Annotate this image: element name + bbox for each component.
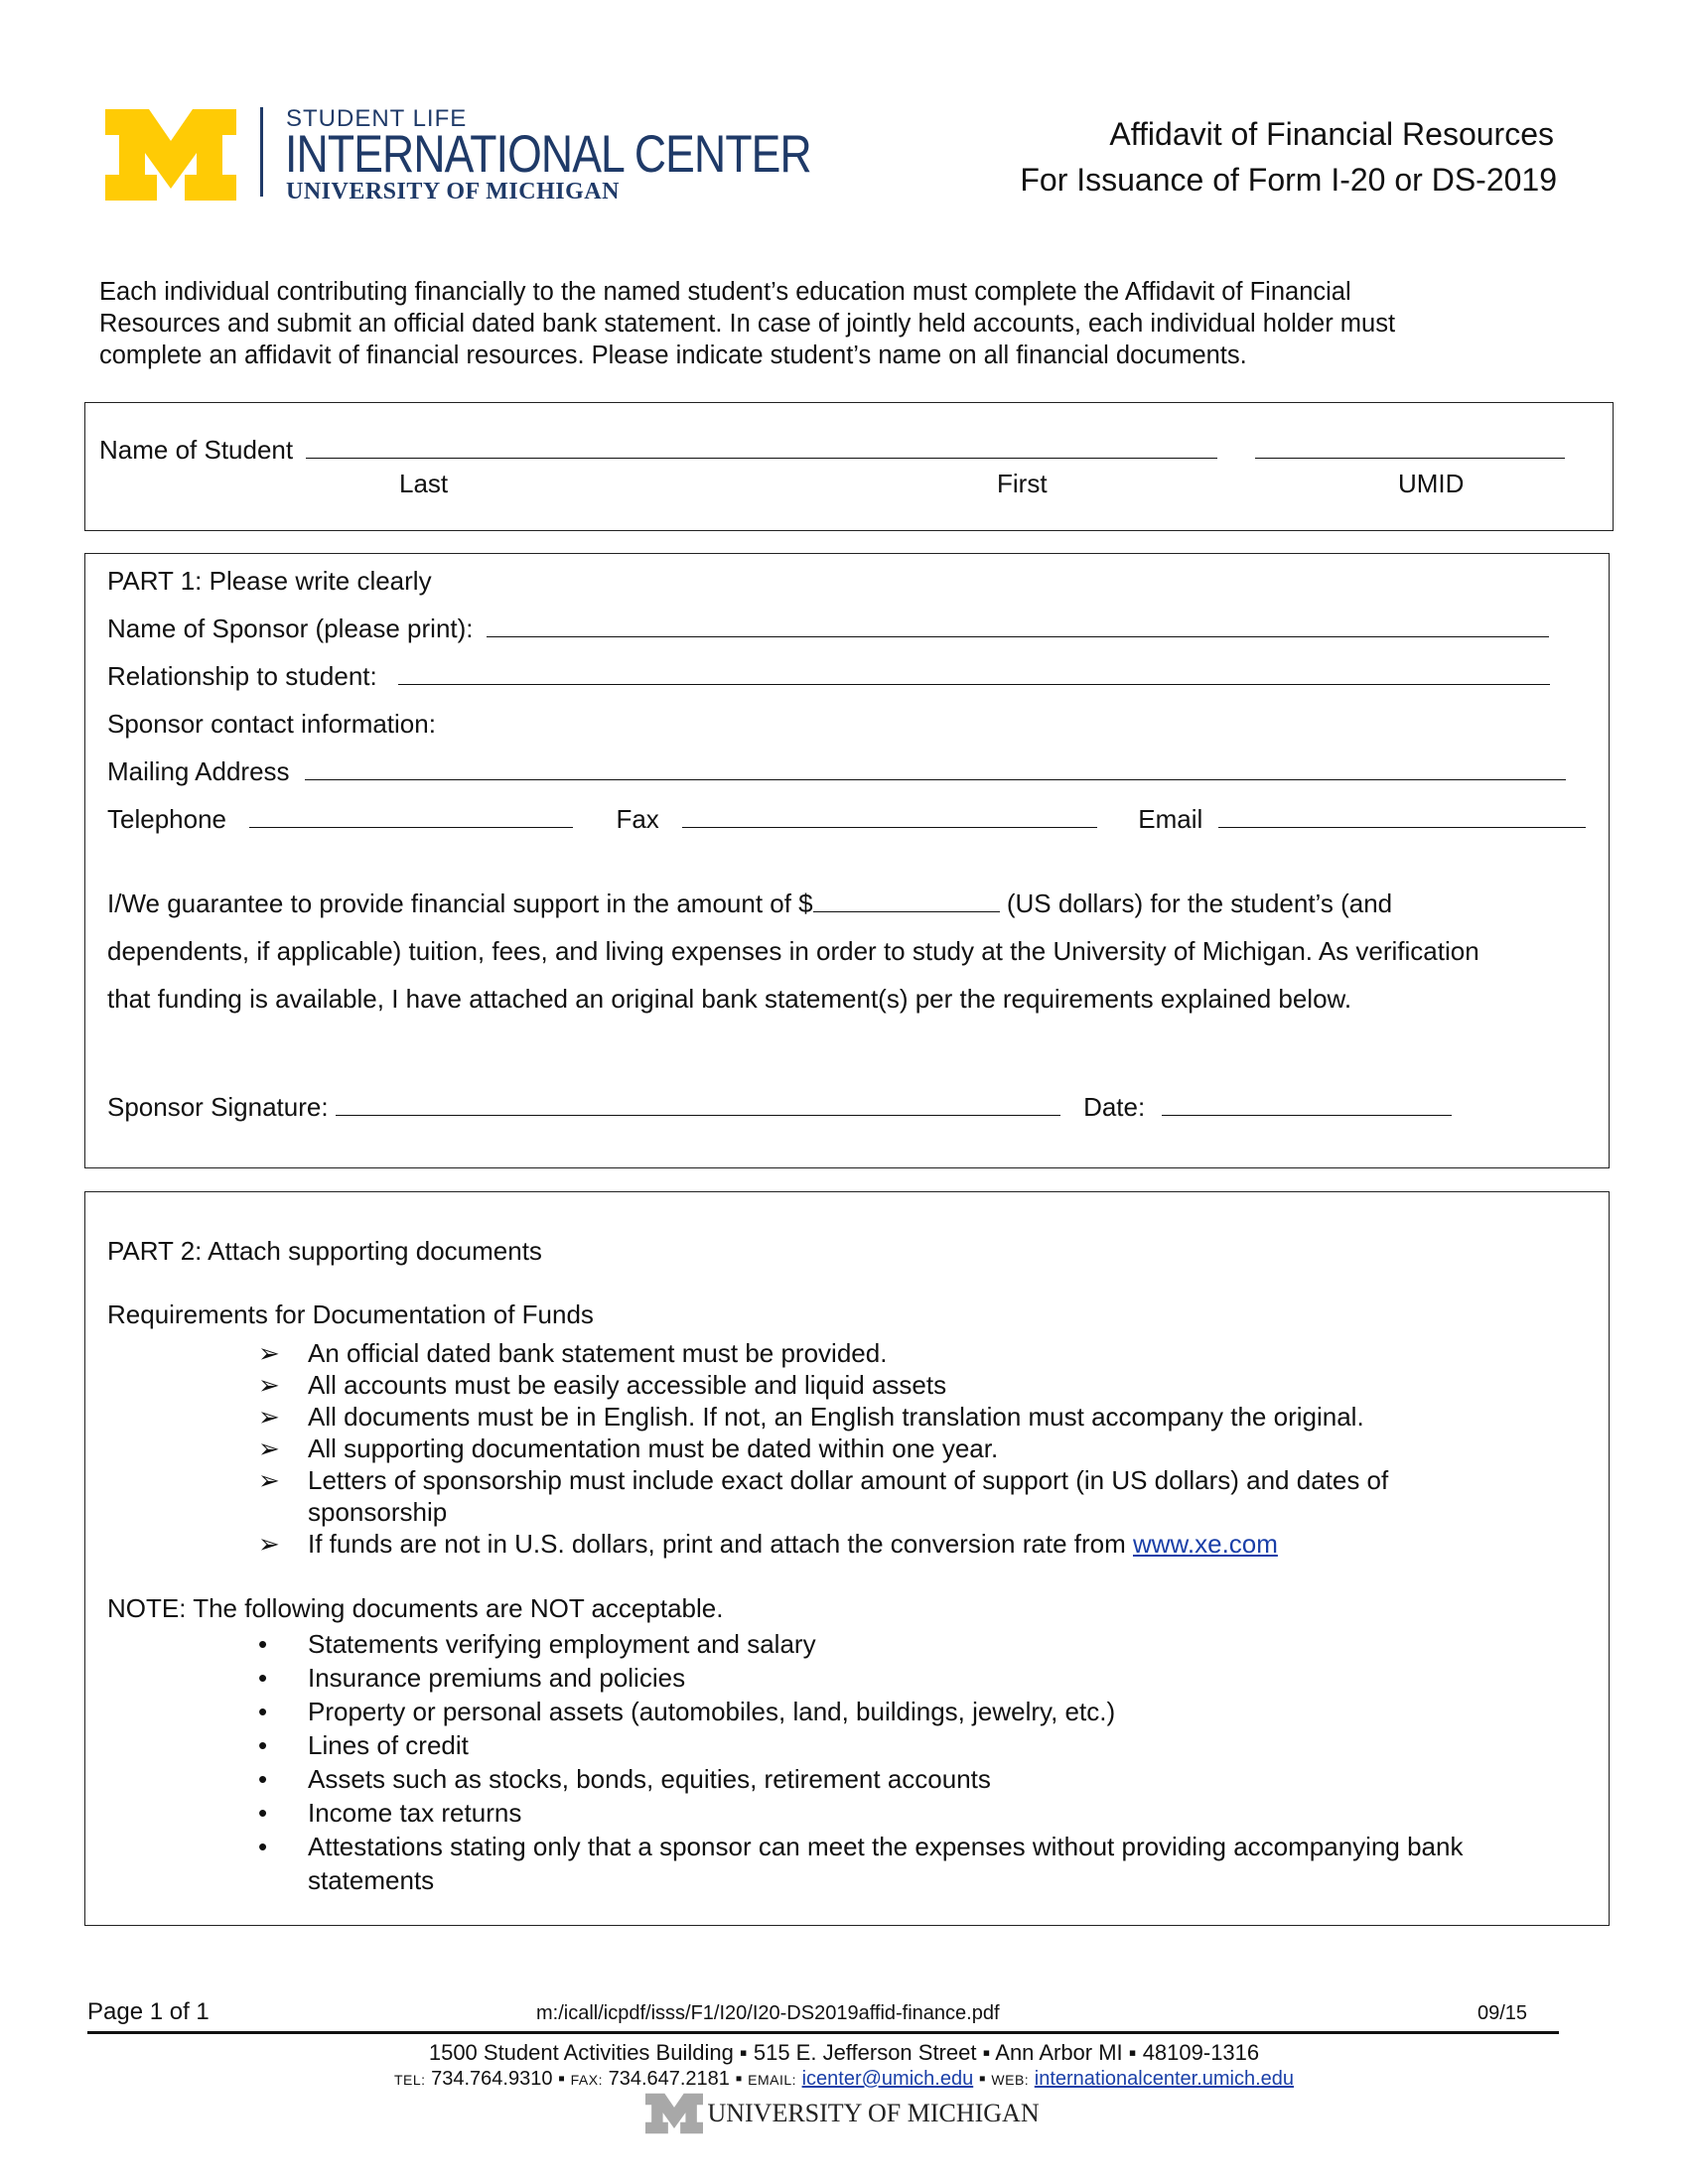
intro-paragraph: [99, 276, 1589, 371]
sponsor-name-row: [107, 614, 1549, 644]
list-item: ➢ Letters of sponsorship must include exact dollar amount of support (in US dollars) and dates of: [258, 1465, 1389, 1495]
intro-line: Each individual contributing financially to the named student’s education must complete the Affidavit of Financial: [99, 278, 1351, 306]
block-m-logo: [105, 109, 236, 201]
intro-line: complete an affidavit of financial resources. Please indicate student’s name on all financial documents.: [99, 341, 1247, 369]
page-title: Affidavit of Financial Resources: [1109, 116, 1554, 152]
separator: ▪: [973, 2068, 992, 2090]
xe-link[interactable]: www.xe.com: [1132, 1529, 1278, 1559]
logo-university: UNIVERSITY OF MICHIGAN: [286, 179, 620, 205]
arrow-bullet-icon: ➢: [258, 1529, 280, 1559]
list-item-continuation: statements: [308, 1865, 435, 1895]
web-link[interactable]: internationalcenter.umich.edu: [1034, 2068, 1295, 2090]
mailing-address-row: [107, 756, 1566, 787]
list-item: • Statements verifying employment and salary: [258, 1629, 816, 1659]
logo-student-life: STUDENT LIFE: [286, 105, 468, 132]
arrow-bullet-icon: ➢: [258, 1402, 280, 1432]
sponsor-name-label: Name of Sponsor (please print):: [107, 614, 474, 643]
page-subtitle: For Issuance of Form I-20 or DS-2019: [1020, 162, 1557, 198]
list-item: • Assets such as stocks, bonds, equities, retirement accounts: [258, 1764, 991, 1794]
dot-bullet-icon: •: [258, 1832, 268, 1861]
signature-field[interactable]: [336, 1095, 1060, 1116]
dot-bullet-icon: •: [258, 1764, 268, 1794]
logo-divider: [260, 107, 263, 197]
list-item: • Income tax returns: [258, 1798, 522, 1828]
not-acceptable-list: [107, 1627, 1597, 1897]
arrow-bullet-icon: ➢: [258, 1370, 280, 1400]
footer-address: 1500 Student Activities Building ▪ 515 E. Jefferson Street ▪ Ann Arbor MI ▪ 48109-1316: [428, 2040, 1260, 2065]
footer-divider: [87, 2031, 1559, 2034]
revision-date: 09/15: [1477, 2002, 1528, 2024]
part2-heading: PART 2: Attach supporting documents: [107, 1236, 542, 1266]
footer-logo: [645, 2093, 1040, 2138]
dot-bullet-icon: •: [258, 1798, 268, 1828]
arrow-bullet-icon: ➢: [258, 1338, 280, 1368]
list-item: • Insurance premiums and policies: [258, 1663, 686, 1693]
gray-block-m-logo: [645, 2093, 703, 2134]
part1-heading: PART 1: Please write clearly: [107, 566, 432, 596]
tel-label: TEL:: [393, 2072, 426, 2088]
student-name-field[interactable]: [306, 438, 1217, 459]
email-label: EMAIL:: [748, 2072, 797, 2088]
contact-heading: Sponsor contact information:: [107, 709, 436, 739]
file-path: m:/icall/icpdf/isss/F1/I20/I20-DS2019affid-finance.pdf: [536, 2002, 1000, 2024]
relationship-field[interactable]: [398, 664, 1550, 685]
guarantee-text: (US dollars) for the student’s (and: [999, 888, 1393, 918]
footer-contact: [0, 2068, 1688, 2091]
signature-row: [107, 1092, 1452, 1123]
list-item-continuation: sponsorship: [308, 1497, 448, 1527]
student-name-box: [84, 402, 1614, 531]
mailing-address-label: Mailing Address: [107, 756, 290, 786]
list-item: • Property or personal assets (automobiles, land, buildings, jewelry, etc.): [258, 1697, 1116, 1726]
list-item: ➢ If funds are not in U.S. dollars, print and attach the conversion rate from www.xe.com: [258, 1529, 1278, 1559]
sub-label-first: First: [997, 469, 1048, 498]
mailing-address-field[interactable]: [305, 759, 1566, 780]
signature-label: Sponsor Signature:: [107, 1092, 329, 1122]
web-label: WEB:: [991, 2072, 1030, 2088]
sponsor-name-field[interactable]: [487, 616, 1549, 637]
arrow-bullet-icon: ➢: [258, 1433, 280, 1463]
fax-label: FAX:: [570, 2072, 604, 2088]
guarantee-text: I/We guarantee to provide financial support in the amount of $: [107, 888, 813, 918]
relationship-label: Relationship to student:: [107, 661, 377, 691]
email-field[interactable]: [1218, 807, 1586, 828]
fax-value: 734.647.2181 ▪: [603, 2068, 749, 2090]
relationship-row: [107, 661, 1550, 692]
date-label: Date:: [1083, 1092, 1146, 1122]
student-name-row: [99, 435, 1565, 466]
guarantee-line: that funding is available, I have attached an original bank statement(s) per the requirements explained below.: [107, 984, 1352, 1014]
guarantee-paragraph: [107, 880, 1597, 1023]
arrow-bullet-icon: ➢: [258, 1465, 280, 1495]
fax-field[interactable]: [682, 807, 1097, 828]
student-umid-field[interactable]: [1255, 438, 1565, 459]
list-item: ➢ All accounts must be easily accessible and liquid assets: [258, 1370, 947, 1400]
dot-bullet-icon: •: [258, 1663, 268, 1693]
footer-logo-text: UNIVERSITY OF MICHIGAN: [707, 2099, 1040, 2127]
requirements-heading: Requirements for Documentation of Funds: [107, 1299, 594, 1329]
list-item: • Attestations stating only that a sponsor can meet the expenses without providing accompanying bank: [258, 1832, 1464, 1861]
logo-international-center: INTERNATIONAL CENTER: [285, 125, 811, 184]
list-item: ➢ An official dated bank statement must be provided.: [258, 1338, 888, 1368]
sub-label-last: Last: [399, 469, 449, 498]
guarantee-line: [107, 880, 1597, 927]
date-field[interactable]: [1162, 1095, 1452, 1116]
sub-label-umid: UMID: [1398, 469, 1465, 498]
tel-value: 734.764.9310 ▪: [425, 2068, 571, 2090]
amount-field[interactable]: [813, 891, 1000, 912]
part2-box: [84, 1191, 1610, 1926]
email-link[interactable]: icenter@umich.edu: [801, 2068, 974, 2090]
page-number: Page 1 of 1: [87, 1998, 210, 2025]
telephone-field[interactable]: [249, 807, 573, 828]
intro-line: Resources and submit an official dated bank statement. In case of jointly held accounts, each individual holder must: [99, 310, 1396, 338]
note-heading: NOTE: The following documents are NOT acceptable.: [107, 1593, 724, 1623]
dot-bullet-icon: •: [258, 1730, 268, 1760]
student-name-label: Name of Student: [99, 435, 294, 465]
guarantee-line: dependents, if applicable) tuition, fees, and living expenses in order to study at the University of Michigan. As verification: [107, 936, 1479, 966]
telephone-label: Telephone: [107, 804, 226, 834]
dot-bullet-icon: •: [258, 1697, 268, 1726]
list-item: ➢ All documents must be in English. If not, an English translation must accompany the original.: [258, 1402, 1364, 1432]
list-item: ➢ All supporting documentation must be dated within one year.: [258, 1433, 999, 1463]
dot-bullet-icon: •: [258, 1629, 268, 1659]
list-item: • Lines of credit: [258, 1730, 469, 1760]
part1-box: [84, 553, 1610, 1168]
contact-row: [107, 804, 1586, 835]
requirements-list: [107, 1337, 1597, 1560]
fax-label: Fax: [616, 804, 659, 834]
email-label: Email: [1138, 804, 1203, 834]
